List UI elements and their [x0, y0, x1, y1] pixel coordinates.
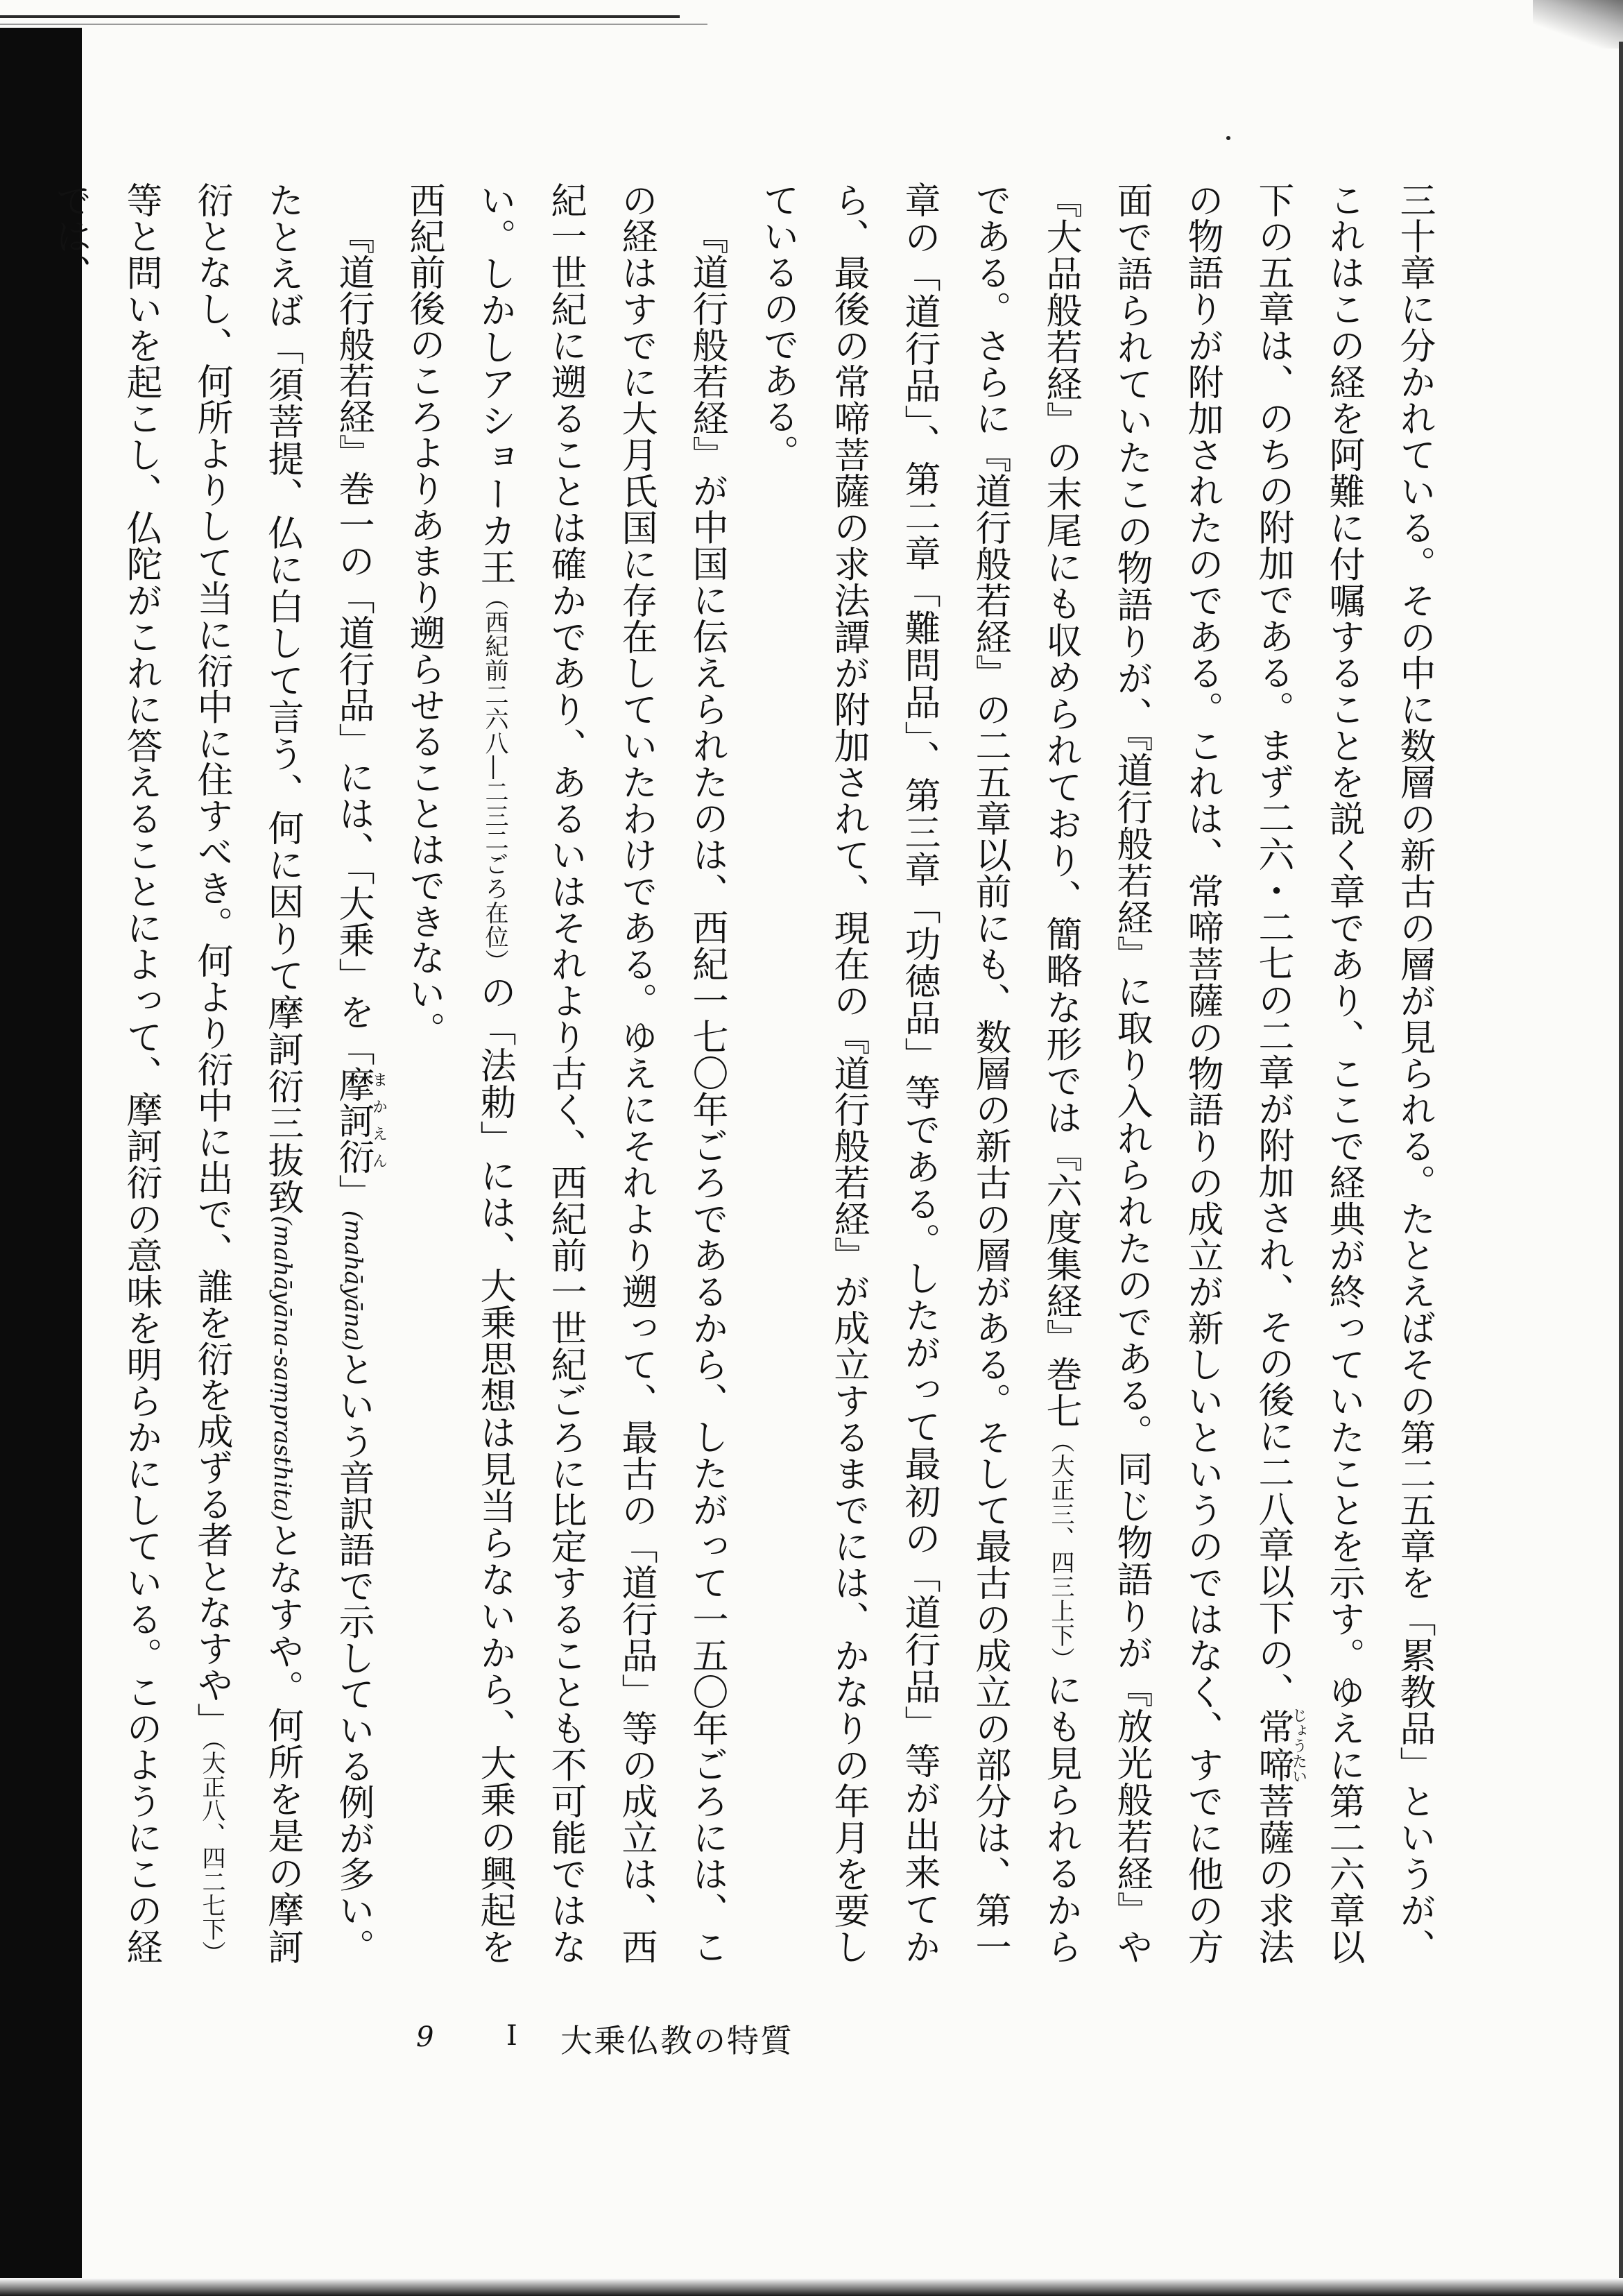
citation-note: （西紀前二六八―二三二ごろ在位）: [481, 585, 508, 974]
ruby-annotated-term: [332, 1065, 388, 1174]
ruby-annotated-term: [1252, 1707, 1307, 1784]
citation-note: （大正三、四三上下）: [1047, 1429, 1074, 1672]
text-run: 」: [332, 1174, 374, 1210]
paragraph: [388, 182, 742, 1964]
text-run: 菩薩の求法の物語りが附加されたのである。これは、常啼菩薩の物語りの成立が新しいというのではなく、すでに他の方面で語られていたこの物語りが、『道行般若経』に取り入れられたのである。同じ物語りが『放光般若経』や『大品般若経』の末尾にも収められており、簡略な形では『六度集経』巻七: [1040, 182, 1294, 1965]
text-run: にも見られるからである。さらに『道行般若経』の二五章以前にも、数層の新古の層がある。そして最古の成立の部分は、第一章の「道行品」、第二章「難問品」、第三章「功徳品」等である。したがって最初の「道行品」等が出来てから、最後の常啼菩薩の求法譚が附加されて、現在の『道行般若経』が成立するまでには、かなりの年月を要しているのである。: [757, 182, 1081, 1965]
citation-note: （大正八、四二七下）: [198, 1739, 225, 1965]
text-run: となすや。何所を是の摩訶衍となし、何所よりして当に衍中に住すべき。何より衍中に出で、誰を衍を成ずる者となすや」: [191, 182, 303, 1965]
top-edge-faint-rule: [0, 24, 707, 25]
sanskrit-term: (mahāyāna): [339, 1210, 367, 1351]
text-run: 『道行般若経』巻一の「道行品」には、「大乗」を「: [332, 218, 374, 1066]
sanskrit-term: (mahāyāna-saṃprasthita): [268, 1215, 296, 1522]
paragraph: [742, 182, 1450, 1964]
text-run: の「法勅」には、大乗思想は見当らないから、大乗の興起を西紀前後のころよりあまり遡らせることはできない。: [403, 182, 515, 1965]
running-chapter-title: 大乗仏教の特質: [560, 2022, 793, 2059]
scan-speck: [1226, 136, 1230, 140]
text-run: 『道行般若経』が中国に伝えられたのは、西紀一七〇年ごろであるから、したがって一五〇年ごろには、この経はすでに大月氏国に存在していたわけである。ゆえにそれより遡って、最古の「道行品」等の成立は、西紀一世紀に遡ることは確かであり、あるいはそれより古く、西紀前一世紀ごろに比定することも不可能ではない。しかしアショーカ王: [474, 182, 728, 1964]
paragraph: [35, 182, 388, 1964]
part-numeral: I: [506, 2020, 517, 2052]
text-run: という音訳語で示している例が多い。たとえば「須菩提、仏に白して言う、何に因りて摩訶衍三抜致: [261, 182, 374, 1965]
top-edge-rule: [0, 15, 680, 18]
corner-smudge: [1533, 0, 1623, 49]
ruby-base: 常啼: [1252, 1707, 1294, 1784]
ruby-reading: じょうたい: [1289, 1707, 1307, 1784]
page-number: 9: [416, 2021, 434, 2053]
ruby-base: 摩訶衍: [332, 1065, 374, 1174]
ruby-reading: まかえん: [370, 1065, 388, 1174]
text-run: 等と問いを起こし、仏陀がこれに答えることによって、摩訶衍の意味を明らかにしている。このようにこの経では、: [49, 182, 162, 1965]
bottom-page-edge: [0, 2278, 1623, 2296]
text-run: 三十章に分かれている。その中に数層の新古の層が見られる。たとえばその第二五章を「累教品」というが、これはこの経を阿難に付嘱することを説く章であり、ここで経典が終っていたことを示す。ゆえに第二六章以下の五章は、のちの附加である。まず二六・二七の二章が附加され、その後に二八章以下の、: [1252, 182, 1435, 1964]
right-page-edge: [1619, 42, 1623, 2296]
body-text-vertical: [35, 182, 1450, 1964]
